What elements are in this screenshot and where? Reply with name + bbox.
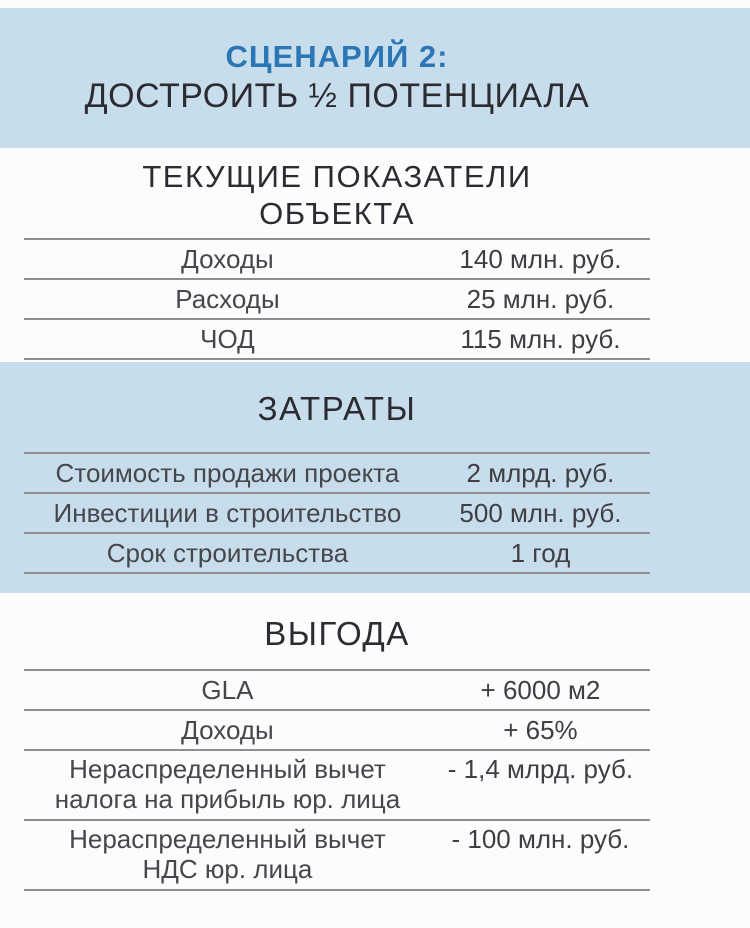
row-value: - 1,4 млрд. руб. [447, 754, 634, 784]
row-value: - 100 млн. руб. [451, 824, 630, 854]
table-row [24, 671, 650, 711]
row-value: 25 млн. руб. [466, 283, 615, 314]
row-label-line-2: НДС юр. лица [142, 854, 313, 884]
slide-page [0, 8, 750, 928]
current-indicators-table [24, 238, 650, 360]
table-row [24, 711, 650, 751]
row-label: Срок строительства [106, 537, 349, 568]
row-label: Стоимость продажи проекта [55, 457, 400, 488]
row-label-line-2: налога на прибыль юр. лица [54, 784, 401, 814]
table-row [24, 280, 650, 320]
costs-heading: ЗАТРАТЫ [257, 390, 417, 427]
row-label [24, 824, 431, 884]
row-label: ЧОД [200, 323, 255, 354]
row-label-line-1: Нераспределенный вычет [69, 824, 386, 854]
table-row [24, 240, 650, 280]
table-row [24, 821, 650, 891]
row-value: 140 млн. руб. [459, 243, 622, 274]
row-value: 1 год [510, 537, 571, 568]
row-value: + 65% [503, 714, 578, 745]
row-value: 115 млн. руб. [460, 323, 621, 354]
row-label: Инвестиции в строительство [53, 497, 402, 528]
heading-line-1: ТЕКУЩИЕ ПОКАЗАТЕЛИ [142, 159, 532, 194]
row-label: Доходы [181, 243, 274, 274]
row-value: + 6000 м2 [480, 674, 601, 705]
table-row [24, 454, 650, 494]
table-row [24, 751, 650, 821]
table-row [24, 534, 650, 574]
header-band [0, 8, 750, 148]
heading-line-2: ОБЪЕКТА [259, 196, 415, 231]
row-label: GLA [201, 674, 254, 705]
row-label-line-1: Нераспределенный вычет [69, 754, 386, 784]
costs-table [24, 452, 650, 574]
table-row [24, 320, 650, 360]
row-value: 500 млн. руб. [459, 497, 622, 528]
row-label: Расходы [175, 283, 280, 314]
table-row [24, 494, 650, 534]
scenario-title: ДОСТРОИТЬ ½ ПОТЕНЦИАЛА [84, 77, 590, 115]
scenario-label: СЦЕНАРИЙ 2: [225, 39, 449, 74]
section-current-indicators [0, 148, 750, 362]
row-label: Доходы [181, 714, 274, 745]
row-label [24, 754, 431, 814]
section-costs [0, 362, 750, 593]
row-value: 2 млрд. руб. [466, 457, 615, 488]
current-indicators-heading [24, 158, 650, 232]
benefits-heading: ВЫГОДА [264, 615, 410, 652]
benefits-table [24, 669, 650, 891]
section-benefits [0, 593, 750, 891]
